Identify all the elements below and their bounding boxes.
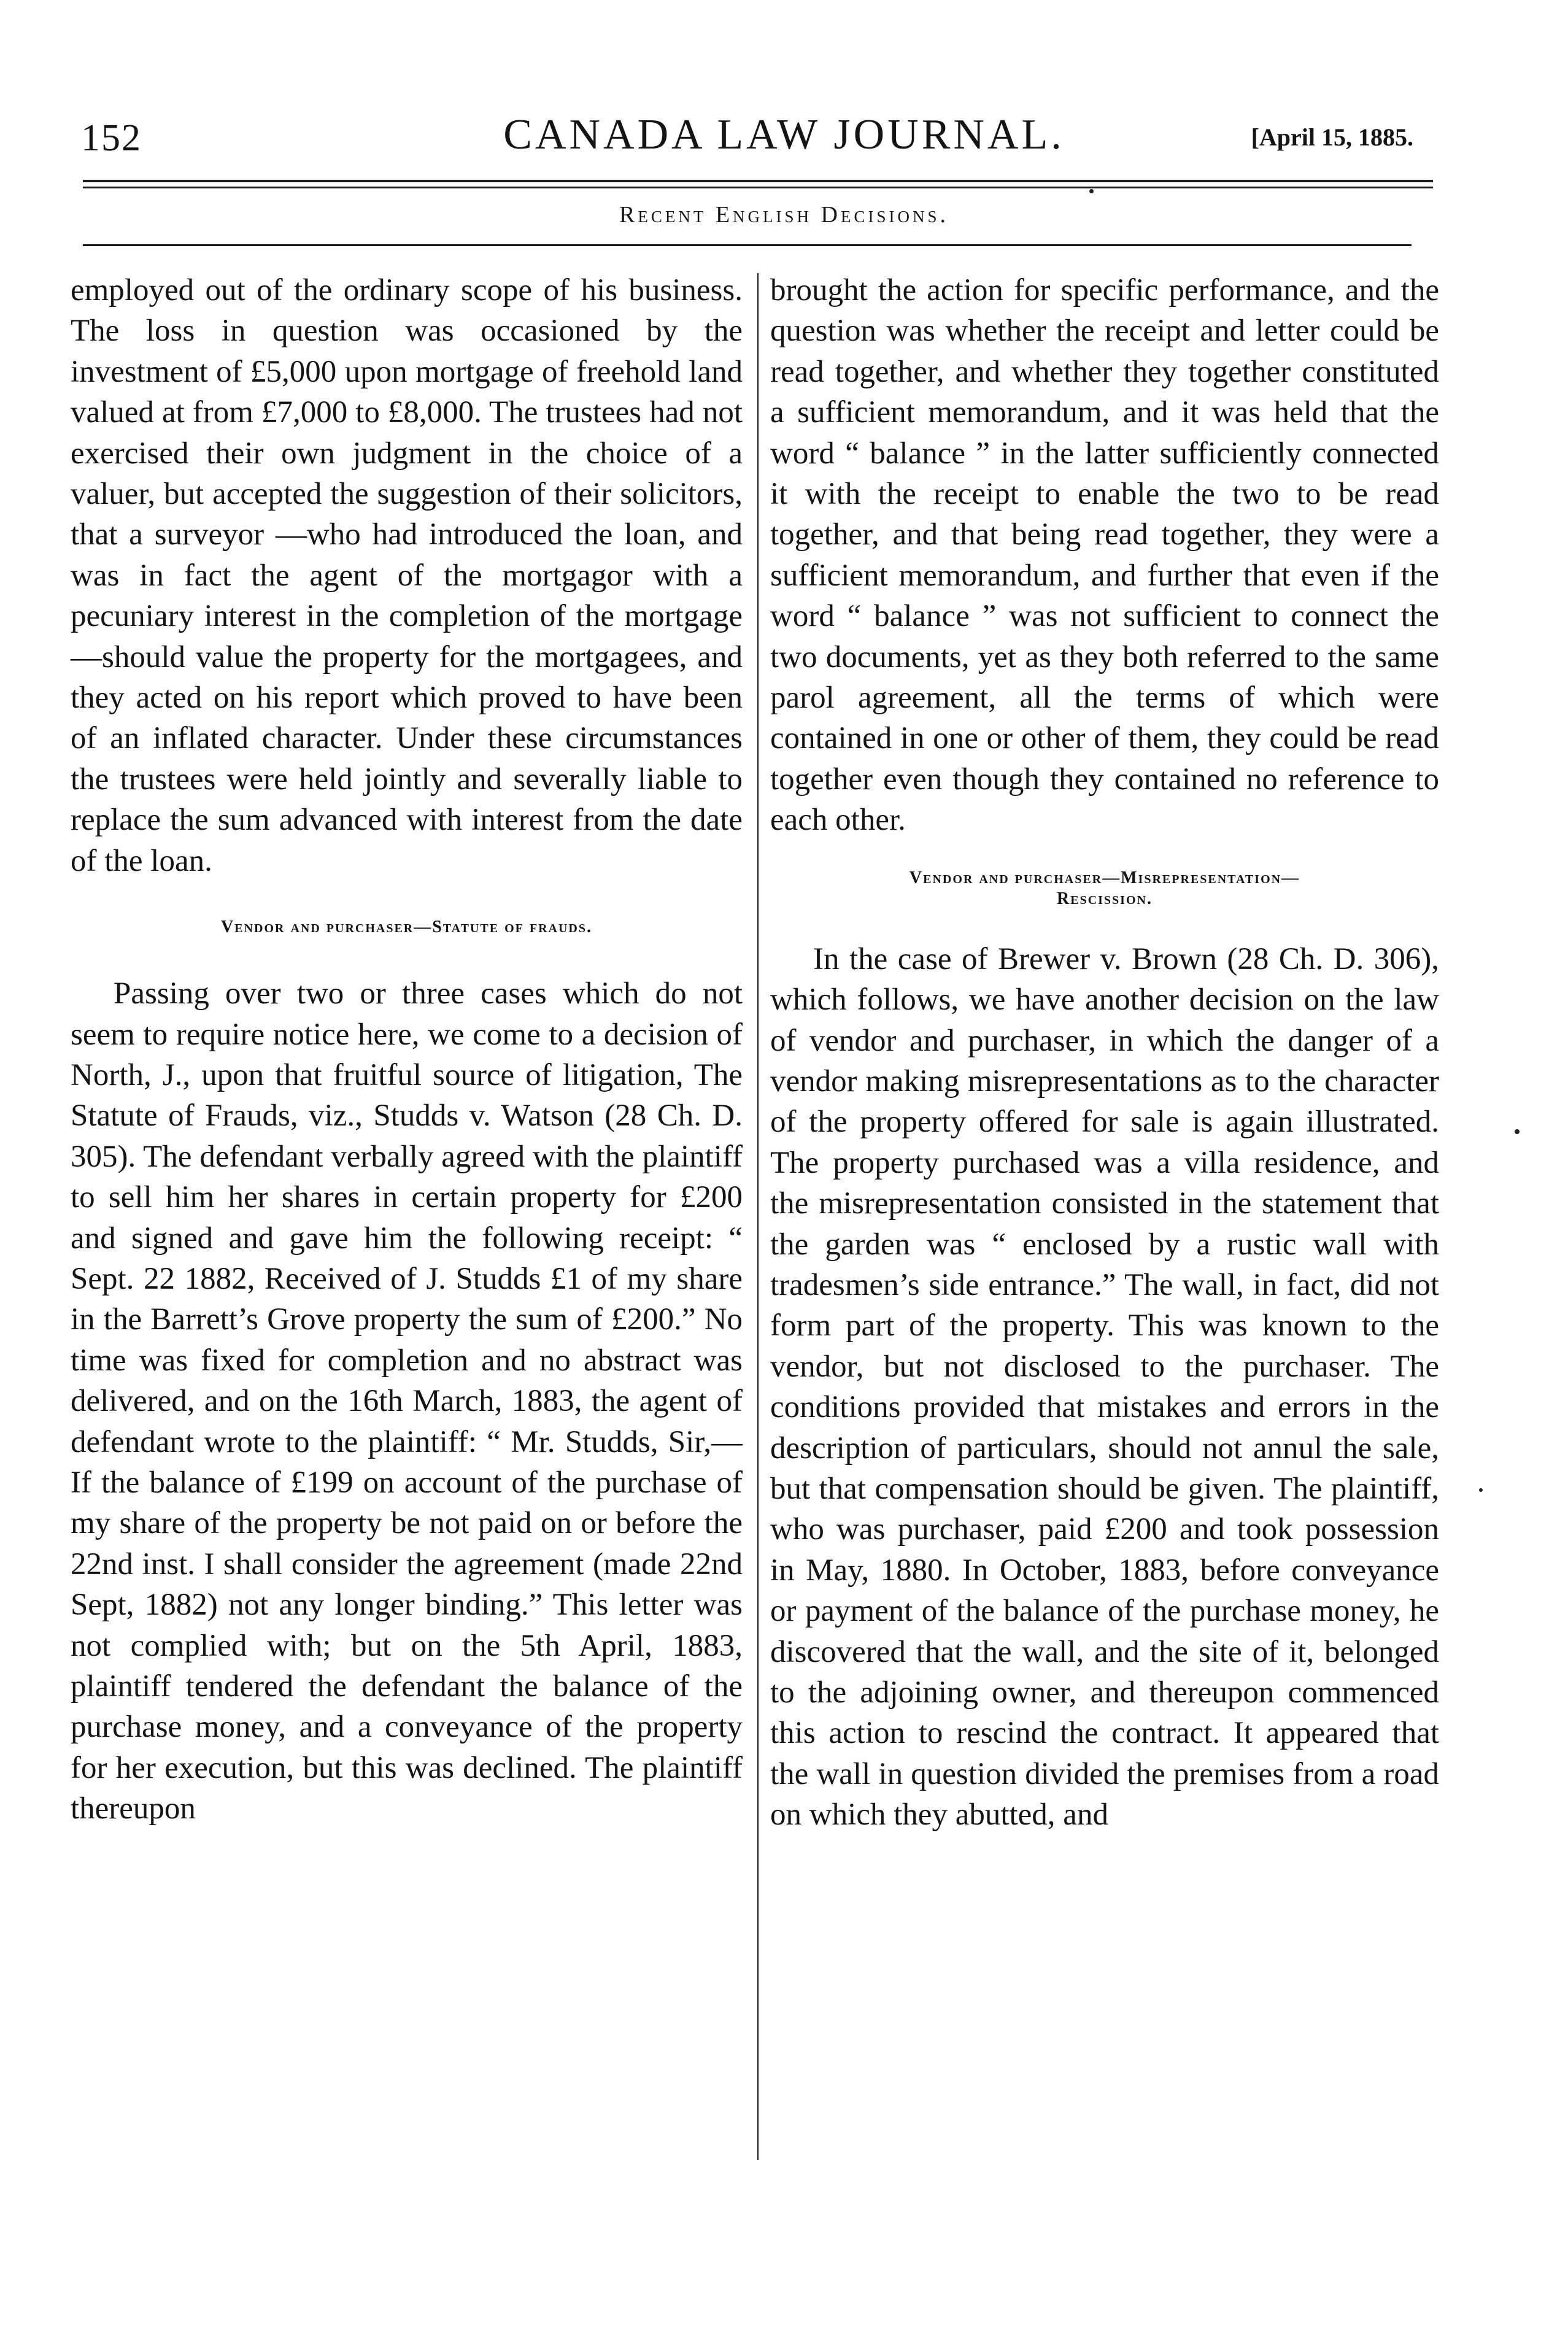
left-paragraph-2: Passing over two or three cases which do not seem to require notice here, we come to a decision of North, J., upon that fruitful source of litigation, The Statute of Frauds, viz., Studds v. Watson (28 Ch. D. 305). The defendant verbally agreed with the plaintiff to sell him her shares in certain property for £200 and signed and gave him the following receipt: “ Sept. 22 1882, Received of J. Studds £1 of my share in the Barrett’s Grove property the sum of £200.” No time was fixed for completion and no abstract was delivered, and on the 16th March, 1883, the agent of defendant wrote to the plaintiff: “ Mr. Studds, Sir,—If the balance of £199 on account of the purchase of my share of the property be not paid on or before the 22nd inst. I shall consider the agreement (made 22nd Sept, 1882) not any longer binding.” This letter was not complied with; but on the 5th April, 1883, plaintiff tendered the defendant the balance of the purchase money, and a conveyance of the property for her execution, but this was declined. The plaintiff thereupon [71, 976, 743, 1826]
right-paragraph-2: In the case of Brewer v. Brown (28 Ch. D. 306), which follows, we have another decision on the law of vendor and purchaser, in which the danger of a vendor making misrepresentations as to the character of the property offered for sale is again illustrated. The property purchased was a villa residence, and the misrepresentation consisted in the statement that the garden was “ enclosed by a rustic wall with tradesmen’s side entrance.” The wall, in fact, did not form part of the property. This was known to the vendor, but not disclosed to the purchaser. The conditions provided that mistakes and errors in the description of particulars, should not annul the sale, but that compensation should be given. The plaintiff, who was purchaser, paid £200 and took possession in May, 1880. In October, 1883, before conveyance or payment of the balance of the purchase money, he discovered that the wall, and the site of it, belonged to the adjoining owner, and thereupon commenced this action to rescind the contract. It appeared that the wall in question divided the premises from a road on which they abutted, and [770, 941, 1439, 1832]
left-column [71, 270, 743, 1829]
column-divider [757, 273, 759, 2160]
page-header [0, 110, 1568, 178]
journal-title: CANADA LAW JOURNAL. [503, 111, 1065, 158]
left-subheading: Vendor and purchaser—Statute of frauds. [221, 917, 592, 937]
page-number: 152 [81, 117, 142, 159]
print-speck [1479, 1488, 1483, 1492]
right-column [770, 270, 1439, 1836]
print-speck [1515, 1129, 1520, 1134]
section-rule [83, 244, 1412, 246]
issue-date: [April 15, 1885. [1251, 123, 1413, 151]
right-subheading [770, 868, 1439, 909]
header-rule-top [83, 180, 1433, 182]
print-speck [1089, 189, 1094, 193]
header-rule-bottom [83, 187, 1433, 188]
right-subheading-line-2: Rescission. [1057, 889, 1153, 908]
section-title: Recent English Decisions. [619, 202, 949, 228]
right-subheading-line-1: Vendor and purchaser—Misrepresentation— [909, 868, 1300, 887]
left-paragraph-1: employed out of the ordinary scope of his business. The loss in question was occasioned by the investment of £5,000 upon mortgage of freehold land valued at from £7,000 to £8,000. The trustees had not exercised their own judgment in the choice of a valuer, but accepted the suggestion of their solicitors, that a surveyor —who had introduced the loan, and was in fact the agent of the mortgagor with a pecuniary interest in the completion of the mortgage—should value the property for the mortgagees, and they acted on his report which proved to have been of an inflated character. Under these circumstances the trustees were held jointly and severally liable to replace the sum advanced with interest from the date of the loan. [71, 273, 743, 878]
right-paragraph-1: brought the action for specific performance, and the question was whether the receipt and letter could be read together, and whether they together constituted a sufficient memorandum, and it was held that the word “ balance ” in the latter sufficiently connected it with the receipt to enable the two to be read together, and that being read together, they were a sufficient memorandum, and further that even if the word “ balance ” was not sufficient to connect the two documents, yet as they both referred to the same parol agreement, all the terms of which were contained in one or other of them, they could be read together even though they contained no reference to each other. [770, 273, 1439, 838]
